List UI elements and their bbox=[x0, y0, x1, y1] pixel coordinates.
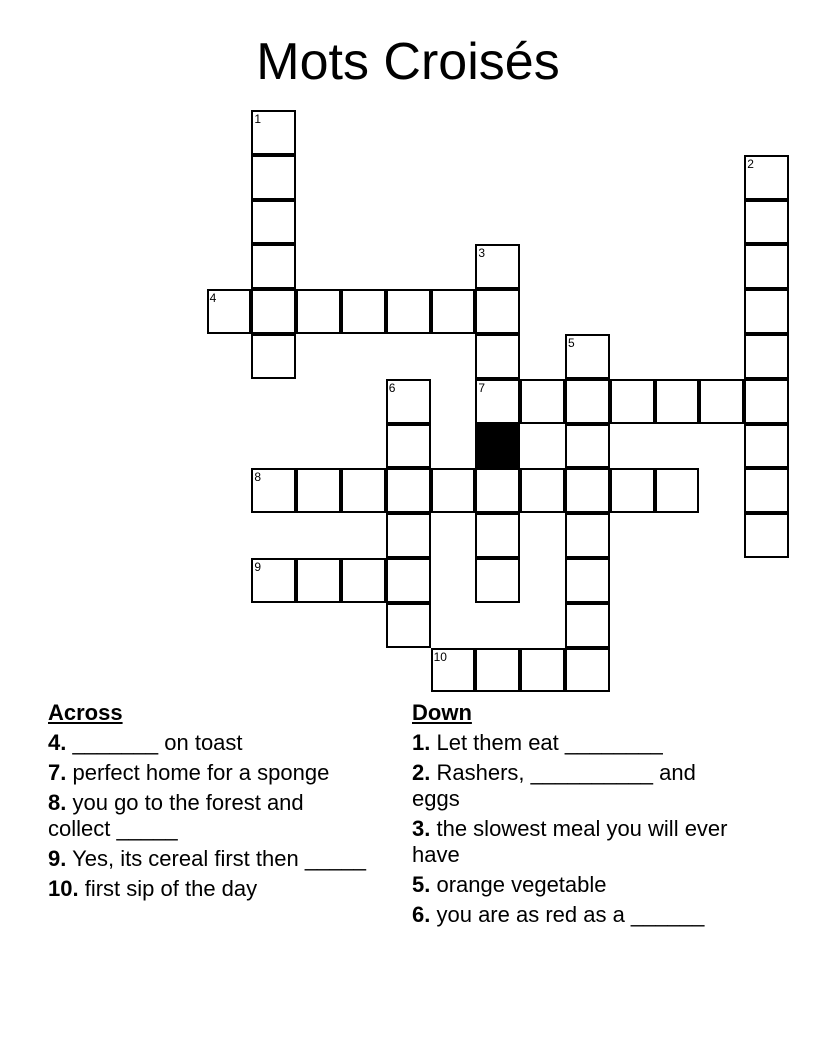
grid-cell[interactable] bbox=[565, 603, 610, 648]
grid-cell[interactable] bbox=[386, 603, 431, 648]
grid-cell[interactable] bbox=[610, 379, 655, 424]
grid-cell[interactable] bbox=[386, 289, 431, 334]
grid-cell[interactable] bbox=[744, 200, 789, 245]
grid-cell[interactable] bbox=[565, 558, 610, 603]
down-clue-2 bbox=[412, 760, 742, 812]
grid-cell[interactable] bbox=[744, 289, 789, 334]
grid-cell[interactable] bbox=[386, 513, 431, 558]
clue-number-label: 3 bbox=[478, 246, 486, 261]
down-heading: Down bbox=[412, 700, 472, 725]
down-clue-1 bbox=[412, 730, 742, 756]
grid-cell[interactable] bbox=[744, 244, 789, 289]
clue-number-label: 4 bbox=[209, 291, 217, 306]
grid-cell[interactable] bbox=[386, 558, 431, 603]
clue-number: 7. bbox=[48, 760, 67, 785]
grid-cell[interactable] bbox=[520, 379, 565, 424]
clue-number-label: 7 bbox=[478, 380, 486, 395]
grid-cell[interactable] bbox=[475, 379, 520, 424]
clue-text: you go to the forest and collect _____ bbox=[48, 790, 304, 841]
grid-cell[interactable] bbox=[207, 289, 252, 334]
grid-cell[interactable] bbox=[475, 558, 520, 603]
grid-cell[interactable] bbox=[610, 468, 655, 513]
puzzle-title: Mots Croisés bbox=[256, 33, 560, 91]
clue-number: 6. bbox=[412, 902, 431, 927]
clue-text: Rashers, __________ and eggs bbox=[412, 760, 696, 811]
grid-cell[interactable] bbox=[744, 424, 789, 469]
grid-cell[interactable] bbox=[251, 468, 296, 513]
grid-cell[interactable] bbox=[655, 379, 700, 424]
grid-cell[interactable] bbox=[251, 155, 296, 200]
grid-cell[interactable] bbox=[655, 468, 700, 513]
clue-number-label: 8 bbox=[254, 470, 262, 485]
clue-number: 5. bbox=[412, 872, 431, 897]
grid-cell[interactable] bbox=[565, 334, 610, 379]
grid-cell[interactable] bbox=[251, 244, 296, 289]
grid-cell[interactable] bbox=[565, 424, 610, 469]
grid-cell[interactable] bbox=[744, 155, 789, 200]
clue-text: you are as red as a ______ bbox=[436, 902, 705, 927]
clue-text: orange vegetable bbox=[436, 872, 607, 897]
grid-cell[interactable] bbox=[386, 379, 431, 424]
across-clue-8 bbox=[48, 790, 368, 842]
grid-cell[interactable] bbox=[431, 648, 476, 693]
across-clue-4 bbox=[48, 730, 368, 756]
clue-number-label: 10 bbox=[433, 649, 447, 664]
grid-cell[interactable] bbox=[565, 513, 610, 558]
clue-number: 10. bbox=[48, 876, 79, 901]
clue-text: _______ on toast bbox=[72, 730, 243, 755]
grid-cell[interactable] bbox=[386, 468, 431, 513]
grid-cell[interactable] bbox=[744, 468, 789, 513]
grid-cell[interactable] bbox=[341, 468, 386, 513]
clue-number-label: 1 bbox=[254, 112, 262, 126]
grid-cell[interactable] bbox=[744, 513, 789, 558]
down-clue-6 bbox=[412, 902, 742, 928]
grid-cell[interactable] bbox=[475, 513, 520, 558]
down-clues bbox=[412, 700, 742, 932]
across-clues bbox=[48, 700, 368, 906]
grid-cell[interactable] bbox=[475, 289, 520, 334]
grid-cell[interactable] bbox=[565, 468, 610, 513]
across-clue-10 bbox=[48, 876, 368, 902]
grid-cell[interactable] bbox=[341, 289, 386, 334]
clue-number-label: 5 bbox=[568, 336, 575, 350]
grid-cell[interactable] bbox=[475, 468, 520, 513]
grid-cell[interactable] bbox=[251, 334, 296, 379]
grid-cell[interactable] bbox=[341, 558, 386, 603]
clue-number: 8. bbox=[48, 790, 67, 815]
grid-cell[interactable] bbox=[744, 334, 789, 379]
grid-cell[interactable] bbox=[386, 424, 431, 469]
grid-cell[interactable] bbox=[431, 289, 476, 334]
grid-cell[interactable] bbox=[296, 558, 341, 603]
grid-cell[interactable] bbox=[475, 648, 520, 693]
clue-number: 4. bbox=[48, 730, 67, 755]
grid-cell[interactable] bbox=[744, 379, 789, 424]
down-clue-3 bbox=[412, 816, 742, 868]
clue-number-label: 6 bbox=[388, 380, 396, 395]
clue-number-label: 2 bbox=[747, 156, 754, 171]
grid-cell[interactable] bbox=[431, 468, 476, 513]
grid-cell[interactable] bbox=[565, 379, 610, 424]
grid-cell[interactable] bbox=[475, 334, 520, 379]
down-clue-5 bbox=[412, 872, 742, 898]
grid-cell[interactable] bbox=[251, 200, 296, 245]
grid-cell[interactable] bbox=[520, 648, 565, 693]
clue-number: 2. bbox=[412, 760, 431, 785]
black-square bbox=[475, 424, 520, 469]
clue-number: 9. bbox=[48, 846, 67, 871]
clue-number: 3. bbox=[412, 816, 431, 841]
clue-text: the slowest meal you will ever have bbox=[412, 816, 728, 867]
grid-cell[interactable] bbox=[251, 110, 296, 155]
clue-text: Let them eat ________ bbox=[436, 730, 663, 755]
grid-cell[interactable] bbox=[699, 379, 744, 424]
grid-cell[interactable] bbox=[296, 289, 341, 334]
across-clue-7 bbox=[48, 760, 368, 786]
grid-cell[interactable] bbox=[565, 648, 610, 693]
grid-cell[interactable] bbox=[251, 558, 296, 603]
across-heading: Across bbox=[48, 700, 123, 725]
grid-cell[interactable] bbox=[475, 244, 520, 289]
across-clue-9 bbox=[48, 846, 368, 872]
clue-text: first sip of the day bbox=[84, 876, 258, 901]
clue-number: 1. bbox=[412, 730, 431, 755]
grid-cell[interactable] bbox=[251, 289, 296, 334]
grid-cell[interactable] bbox=[296, 468, 341, 513]
grid-cell[interactable] bbox=[520, 468, 565, 513]
clue-text: perfect home for a sponge bbox=[72, 760, 330, 785]
clue-number-label: 9 bbox=[254, 560, 262, 574]
clue-text: Yes, its cereal first then _____ bbox=[72, 846, 366, 871]
